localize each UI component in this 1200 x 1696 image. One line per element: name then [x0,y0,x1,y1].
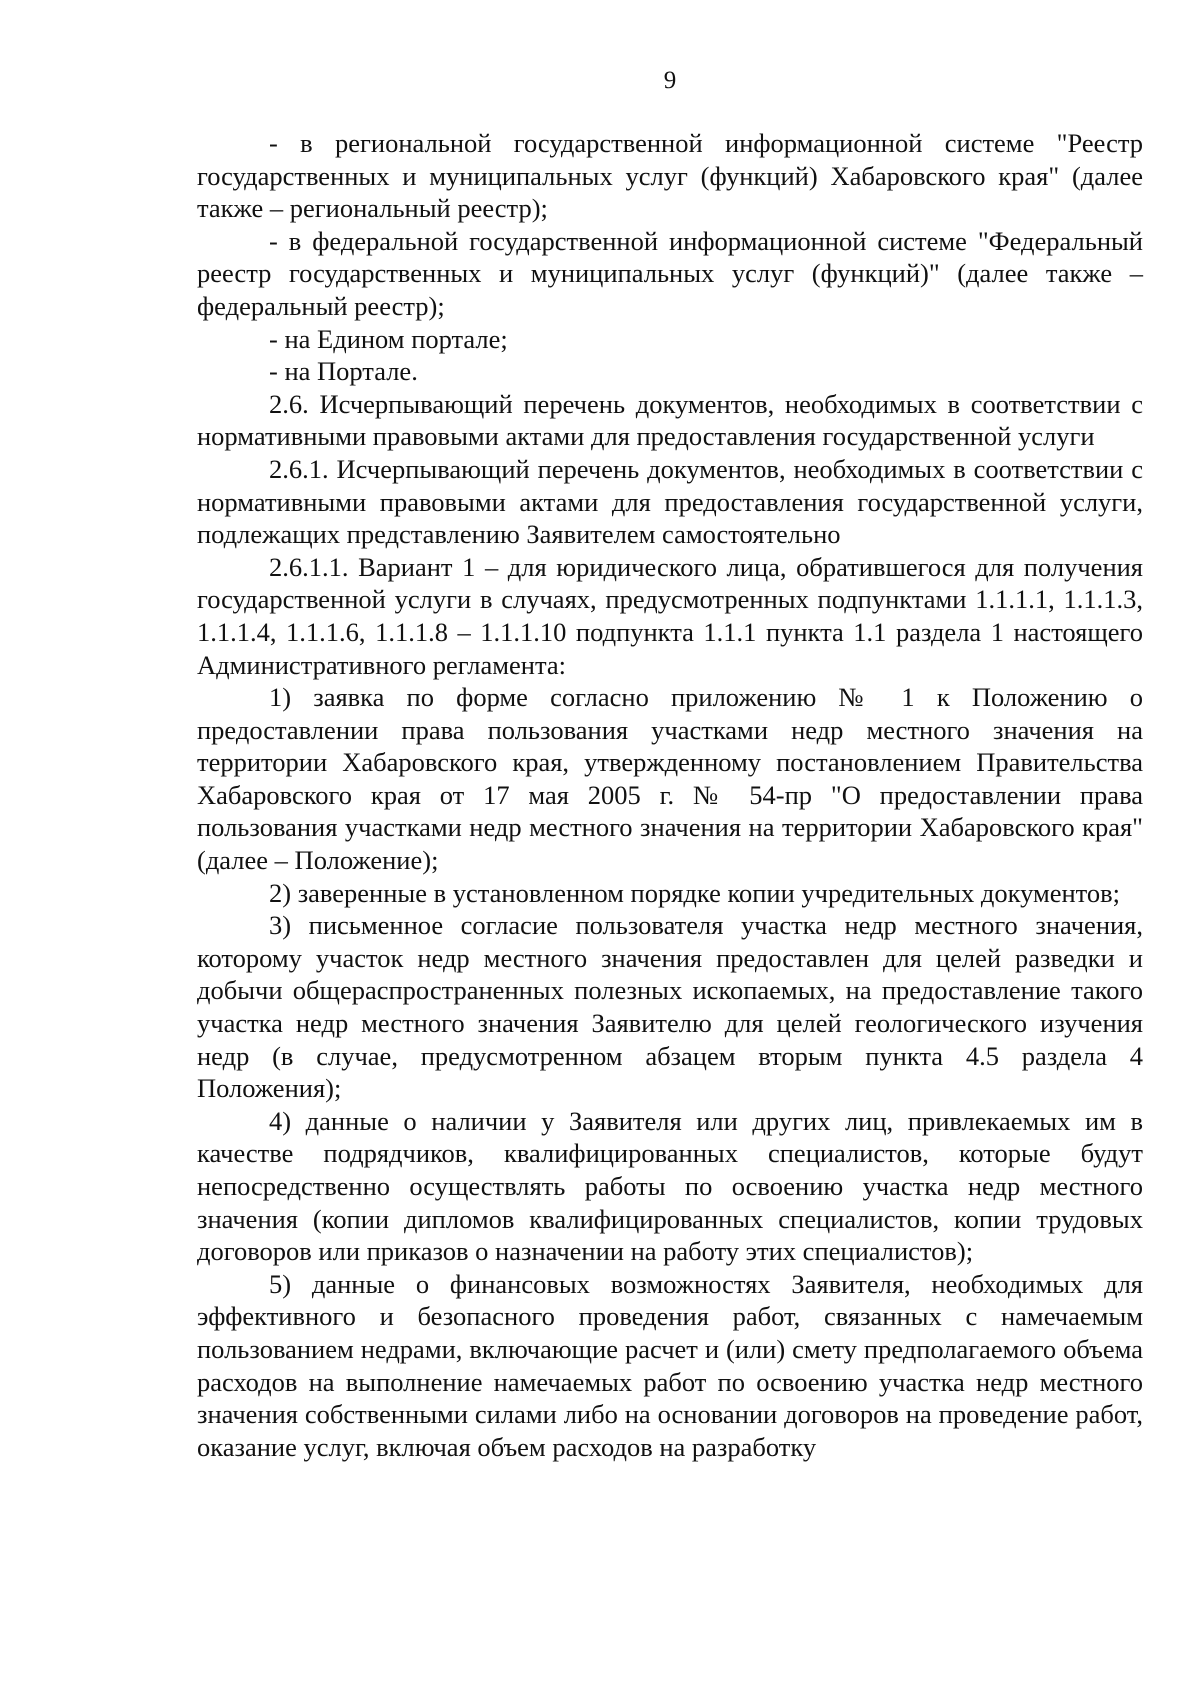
document-body [197,127,1143,1463]
section-heading-2-6-1: 2.6.1. Исчерпывающий перечень документов, необходимых в соответствии с нормативными правовыми актами для предоставления государственной услуги, подлежащих представлению Заявителем самостоятельно [197,453,1143,550]
paragraph-portal: - на Портале. [269,356,418,387]
list-item-3: 3) письменное согласие пользователя участка недр местного значения, которому участок недр местного значения предоставлен для целей разведки и добычи общераспространенных полезных ископаемых, на предоставление такого участка недр местного значения Заявителю для целей геологического изучения недр (в случае, предусмотренном абзацем вторым пункта 4.5 раздела 4 Положения); [197,910,1143,1104]
paragraph-federal-registry: - в федеральной государственной информационной системе "Федеральный реестр государственных и муниципальных услуг (функций)" (далее также – федеральный реестр); [197,225,1143,321]
list-item-1: 1) заявка по форме согласно приложению № 1 к Положению о предоставлении права пользования участками недр местного значения на территории Хабаровского края, утвержденному постановлением Правительства Хабаровского края от 17 мая 2005 г. № 54-пр "О предоставлении права пользования участками недр местного значения на территории Хабаровского края" (далее – Положение); [197,682,1143,876]
paragraph-regional-registry: - в региональной государственной информационной системе "Реестр государственных и муниципальных услуг (функций) Хабаровского края" (далее также – региональный реестр); [197,128,1143,224]
paragraph-unified-portal: - на Едином портале; [269,323,508,354]
list-item-4: 4) данные о наличии у Заявителя или других лиц, привлекаемых им в качестве подрядчиков, квалифицированных специалистов, которые будут непосредственно осуществлять работы по освоению участка недр местного значения (копии дипломов квалифицированных специалистов, копии трудовых договоров или приказов о назначении на работу этих специалистов); [197,1105,1143,1267]
section-heading-2-6: 2.6. Исчерпывающий перечень документов, необходимых в соответствии с нормативными правовыми актами для предоставления государственной услуги [197,388,1143,452]
list-item-2: 2) заверенные в установленном порядке копии учредительных документов; [269,877,1121,908]
list-item-5: 5) данные о финансовых возможностях Заявителя, необходимых для эффективного и безопасного проведения работ, связанных с намечаемым пользованием недрами, включающие расчет и (или) смету предполагаемого объема расходов на выполнение намечаемых работ по освоению участка недр местного значения собственными силами либо на основании договоров на проведение работ, оказание услуг, включая объем расходов на разработку [197,1268,1143,1462]
section-heading-2-6-1-1: 2.6.1.1. Вариант 1 – для юридического лица, обратившегося для получения государственной услуги в случаях, предусмотренных подпунктами 1.1.1.1, 1.1.1.3, 1.1.1.4, 1.1.1.6, 1.1.1.8 – 1.1.1.10 подпункта 1.1.1 пункта 1.1 раздела 1 настоящего Административного регламента: [197,551,1143,680]
page-number: 9 [663,67,677,94]
